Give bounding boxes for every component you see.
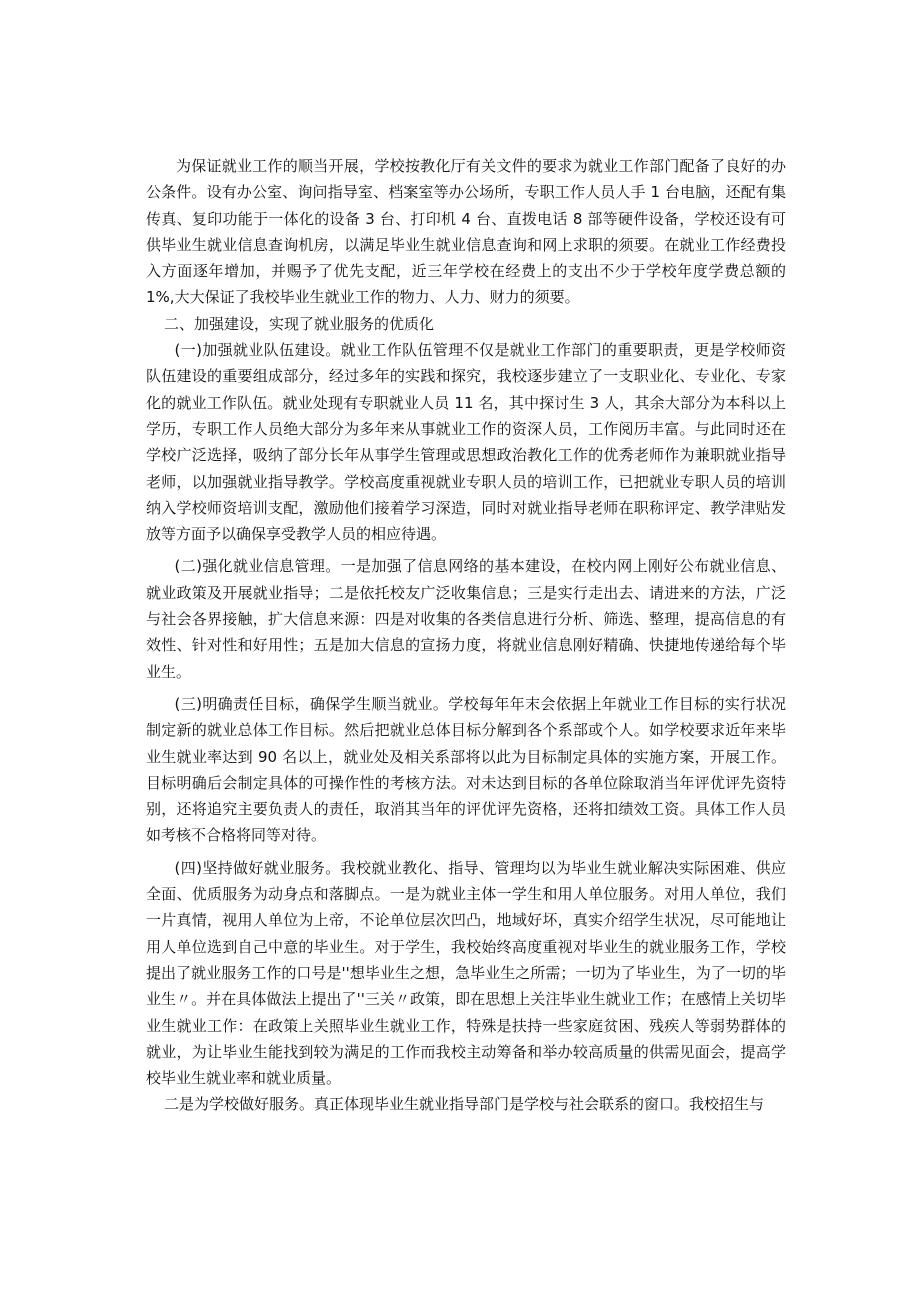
document-page <box>146 153 786 1118</box>
paragraph-school-services: 二是为学校做好服务。真正体现毕业生就业指导部门是学校与社会联系的窗口。我校招生与 <box>164 1095 765 1114</box>
paragraph-employment-services: (四)坚持做好就业服务。我校就业教化、指导、管理均以为毕业生就业解决实际困难、供应全面、优质服务为动身点和落脚点。一是为就业主体一学生和用人单位服务。对用人单位，我们一片真情，视用人单位为上帝，不论单位层次凹凸，地域好坏，真实介绍学生状况，尽可能地让用人单位选到自己中意的毕业生。对于学生，我校始终高度重视对毕业生的就业服务工作，学校提出了就业服务工作的口号是''想毕业生之想，急毕业生之所需；一切为了毕业生，为了一切的毕业生〃。并在具体做法上提出了''三关〃政策，即在思想上关注毕业生就业工作；在感情上关切毕业生就业工作：在政策上关照毕业生就业工作，特殊是扶持一些家庭贫困、残疾人等弱势群体的就业，为让毕业生能找到较为满足的工作而我校主动筹备和举办较高质量的供需见面会，提高学校毕业生就业率和就业质量。 <box>146 858 786 1088</box>
paragraph-responsibility-targets: (三)明确责任目标，确保学生顺当就业。学校每年年末会依据上年就业工作目标的实行状况制定新的就业总体工作目标。然后把就业总体目标分解到各个系部或个人。如学校要求近年来毕业生就业率达到 90 名以上，就业处及相关系部将以此为目标制定具体的实施方案，开展工作。目标明确后会制定具体的可操作性的考核方法。对未达到目标的各单位除取消当年评优评先资特别，还将追究主要负责人的责任，取消其当年的评优评先资格，还将扣绩效工资。具体工作人员如考核不合格将同等对待。 <box>146 694 786 845</box>
paragraph-team-building: (一)加强就业队伍建设。就业工作队伍管理不仅是就业工作部门的重要职责，更是学校师资队伍建设的重要组成部分，经过多年的实践和探究，我校逐步建立了一支职业化、专业化、专家化的就业工作队伍。就业处现有专职就业人员 11 名，其中探讨生 3 人，其余大部分为本科以上学历，专职工作人员绝大部分为多年来从事就业工作的资深人员，工作阅历丰富。与此同时还在学校广泛选择，吸纳了部分长年从事学生管理或思想政治教化工作的优秀老师作为兼职就业指导老师，以加强就业指导教学。学校高度重视就业专职人员的培训工作，已把就业专职人员的培训纳入学校师资培训支配，激励他们接着学习深造，同时对就业指导老师在职称评定、教学津贴发放等方面予以确保享受教学人员的相应待遇。 <box>146 341 786 544</box>
paragraph-office-conditions: 为保证就业工作的顺当开展，学校按教化厅有关文件的要求为就业工作部门配备了良好的办公条件。设有办公室、询问指导室、档案室等办公场所，专职工作人员人手 1 台电脑，还配有集传真、复印功能于一体化的设备 3 台、打印机 4 台、直拨电话 8 部等硬件设备，学校还设有可供毕业生就业信息查询机房，以满足毕业生就业信息查询和网上求职的须要。在就业工作经费投入方面逐年增加，并赐予了优先支配，近三年学校在经费上的支出不少于学校年度学费总额的 1%,大大保证了我校毕业生就业工作的物力、人力、财力的须要。 <box>146 157 786 307</box>
paragraph-information-management: (二)强化就业信息管理。一是加强了信息网络的基本建设，在校内网上刚好公布就业信息、就业政策及开展就业指导；二是依托校友广泛收集信息；三是实行走出去、请进来的方法，广泛与社会各界接触，扩大信息来源：四是对收集的各类信息进行分析、筛选、整理，提高信息的有效性、针对性和好用性；五是加大信息的宣扬力度，将就业信息刚好精确、快捷地传递给每个毕业生。 <box>146 557 786 681</box>
section-heading-2: 二、加强建设，实现了就业服务的优质化 <box>164 314 435 333</box>
